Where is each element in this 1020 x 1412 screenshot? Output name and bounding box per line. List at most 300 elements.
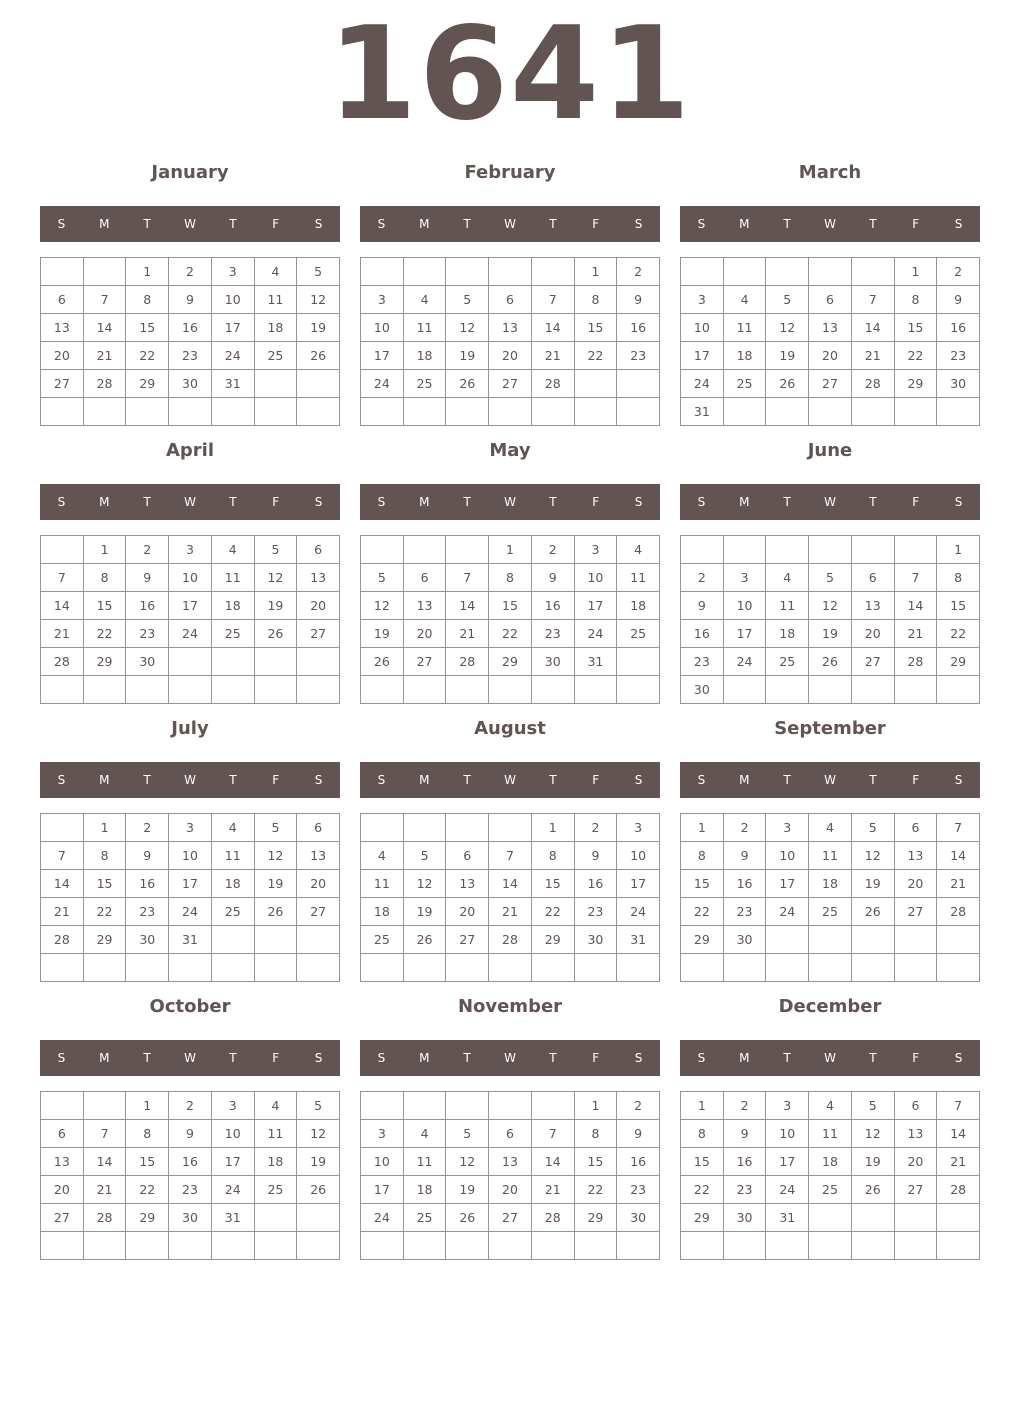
weekday-label: W xyxy=(184,773,196,787)
weekday-header xyxy=(680,206,980,242)
day-cell: 25 xyxy=(404,370,447,398)
empty-cell xyxy=(809,926,852,954)
day-cell: 19 xyxy=(297,314,340,342)
empty-cell xyxy=(169,676,212,704)
day-cell: 31 xyxy=(212,1204,255,1232)
day-cell: 18 xyxy=(255,314,298,342)
day-cell: 21 xyxy=(41,898,84,926)
day-cell: 4 xyxy=(255,1092,298,1120)
day-cell: 21 xyxy=(41,620,84,648)
day-cell: 9 xyxy=(169,1120,212,1148)
weekday-label: F xyxy=(592,217,600,231)
day-cell: 26 xyxy=(766,370,809,398)
weekday-label: T xyxy=(783,217,791,231)
day-cell: 31 xyxy=(681,398,724,426)
day-grid xyxy=(680,813,980,982)
day-cell: 7 xyxy=(852,286,895,314)
month-name: December xyxy=(778,996,882,1017)
day-grid xyxy=(40,813,340,982)
day-cell: 19 xyxy=(852,870,895,898)
weekday-label: F xyxy=(272,773,280,787)
empty-cell xyxy=(852,398,895,426)
empty-cell xyxy=(297,1232,340,1260)
weekday-label: W xyxy=(184,217,196,231)
day-cell: 15 xyxy=(575,1148,618,1176)
year-title: 1641 xyxy=(327,0,693,149)
day-cell: 4 xyxy=(255,258,298,286)
day-cell: 4 xyxy=(361,842,404,870)
empty-cell xyxy=(809,258,852,286)
empty-cell xyxy=(361,676,404,704)
empty-cell xyxy=(766,1232,809,1260)
empty-cell xyxy=(255,370,298,398)
weekday-label: T xyxy=(143,1051,151,1065)
day-cell: 4 xyxy=(617,536,660,564)
day-grid xyxy=(680,1091,980,1260)
day-cell: 26 xyxy=(297,1176,340,1204)
day-cell: 17 xyxy=(361,1176,404,1204)
day-cell: 3 xyxy=(724,564,767,592)
weekday-label: T xyxy=(869,773,877,787)
month-march xyxy=(680,156,980,426)
empty-cell xyxy=(84,676,127,704)
empty-cell xyxy=(895,1204,938,1232)
weekday-label: S xyxy=(954,217,963,231)
day-cell: 13 xyxy=(809,314,852,342)
day-cell: 21 xyxy=(489,898,532,926)
weekday-header xyxy=(40,1040,340,1076)
weekday-header xyxy=(680,1040,980,1076)
day-cell: 14 xyxy=(84,1148,127,1176)
empty-cell xyxy=(361,398,404,426)
empty-cell xyxy=(575,676,618,704)
weekday-label: S xyxy=(314,1051,323,1065)
day-cell: 8 xyxy=(532,842,575,870)
empty-cell xyxy=(404,536,447,564)
empty-cell xyxy=(297,954,340,982)
day-cell: 5 xyxy=(297,258,340,286)
day-cell: 19 xyxy=(255,870,298,898)
day-cell: 27 xyxy=(489,1204,532,1232)
weekday-label: F xyxy=(912,217,920,231)
weekday-label: T xyxy=(143,495,151,509)
empty-cell xyxy=(41,398,84,426)
day-cell: 29 xyxy=(575,1204,618,1232)
day-cell: 2 xyxy=(169,1092,212,1120)
weekday-label: M xyxy=(739,217,750,231)
day-cell: 30 xyxy=(126,648,169,676)
empty-cell xyxy=(766,926,809,954)
weekday-header xyxy=(360,484,660,520)
weekday-label: T xyxy=(463,217,471,231)
empty-cell xyxy=(255,398,298,426)
day-cell: 10 xyxy=(361,314,404,342)
empty-cell xyxy=(724,954,767,982)
day-cell: 11 xyxy=(404,314,447,342)
day-cell: 27 xyxy=(404,648,447,676)
day-cell: 29 xyxy=(84,648,127,676)
day-cell: 3 xyxy=(212,258,255,286)
day-cell: 12 xyxy=(809,592,852,620)
empty-cell xyxy=(297,926,340,954)
day-cell: 13 xyxy=(297,564,340,592)
day-cell: 4 xyxy=(809,1092,852,1120)
day-cell: 25 xyxy=(766,648,809,676)
weekday-label: S xyxy=(697,495,706,509)
day-cell: 24 xyxy=(617,898,660,926)
day-cell: 6 xyxy=(404,564,447,592)
empty-cell xyxy=(446,1232,489,1260)
day-cell: 22 xyxy=(895,342,938,370)
day-cell: 20 xyxy=(41,1176,84,1204)
day-cell: 1 xyxy=(681,814,724,842)
month-december xyxy=(680,990,980,1260)
weekday-label: T xyxy=(229,495,237,509)
weekday-label: M xyxy=(99,495,110,509)
month-name: April xyxy=(165,440,215,461)
day-cell: 28 xyxy=(532,370,575,398)
day-cell: 8 xyxy=(126,1120,169,1148)
weekday-label: M xyxy=(99,773,110,787)
empty-cell xyxy=(937,1232,980,1260)
empty-cell xyxy=(852,954,895,982)
empty-cell xyxy=(617,676,660,704)
day-cell: 14 xyxy=(41,592,84,620)
day-cell: 22 xyxy=(126,1176,169,1204)
day-cell: 27 xyxy=(446,926,489,954)
empty-cell xyxy=(809,536,852,564)
empty-cell xyxy=(169,1232,212,1260)
day-cell: 7 xyxy=(937,814,980,842)
day-cell: 24 xyxy=(169,898,212,926)
empty-cell xyxy=(724,536,767,564)
day-cell: 16 xyxy=(126,870,169,898)
day-cell: 23 xyxy=(126,898,169,926)
day-cell: 10 xyxy=(169,564,212,592)
day-cell: 12 xyxy=(255,842,298,870)
day-cell: 6 xyxy=(297,536,340,564)
empty-cell xyxy=(724,258,767,286)
empty-cell xyxy=(212,1232,255,1260)
empty-cell xyxy=(169,398,212,426)
empty-cell xyxy=(361,954,404,982)
weekday-label: F xyxy=(912,773,920,787)
day-cell: 16 xyxy=(724,870,767,898)
weekday-label: F xyxy=(912,1051,920,1065)
weekday-label: T xyxy=(783,773,791,787)
weekday-label: S xyxy=(954,773,963,787)
day-cell: 3 xyxy=(766,1092,809,1120)
weekday-label: T xyxy=(549,1051,557,1065)
day-cell: 14 xyxy=(489,870,532,898)
weekday-label: S xyxy=(634,217,643,231)
day-cell: 1 xyxy=(681,1092,724,1120)
day-cell: 17 xyxy=(617,870,660,898)
day-cell: 27 xyxy=(41,1204,84,1232)
day-cell: 17 xyxy=(169,870,212,898)
day-cell: 23 xyxy=(169,342,212,370)
day-cell: 29 xyxy=(84,926,127,954)
empty-cell xyxy=(404,954,447,982)
empty-cell xyxy=(766,398,809,426)
day-cell: 1 xyxy=(575,258,618,286)
empty-cell xyxy=(404,814,447,842)
empty-cell xyxy=(169,648,212,676)
empty-cell xyxy=(446,258,489,286)
day-cell: 26 xyxy=(446,370,489,398)
weekday-label: M xyxy=(739,495,750,509)
weekday-label: S xyxy=(377,773,386,787)
day-cell: 10 xyxy=(361,1148,404,1176)
day-cell: 22 xyxy=(489,620,532,648)
day-cell: 2 xyxy=(126,814,169,842)
day-cell: 20 xyxy=(809,342,852,370)
empty-cell xyxy=(681,954,724,982)
day-cell: 25 xyxy=(255,1176,298,1204)
day-cell: 28 xyxy=(937,1176,980,1204)
month-name: October xyxy=(149,996,231,1017)
day-cell: 18 xyxy=(809,870,852,898)
weekday-label: S xyxy=(314,217,323,231)
empty-cell xyxy=(724,1232,767,1260)
day-cell: 31 xyxy=(169,926,212,954)
month-july xyxy=(40,712,340,982)
empty-cell xyxy=(41,258,84,286)
day-cell: 21 xyxy=(895,620,938,648)
day-cell: 9 xyxy=(681,592,724,620)
empty-cell xyxy=(532,398,575,426)
empty-cell xyxy=(255,1232,298,1260)
day-cell: 17 xyxy=(212,314,255,342)
day-cell: 11 xyxy=(404,1148,447,1176)
empty-cell xyxy=(404,1092,447,1120)
empty-cell xyxy=(41,1232,84,1260)
day-cell: 29 xyxy=(681,1204,724,1232)
empty-cell xyxy=(489,1232,532,1260)
day-cell: 2 xyxy=(681,564,724,592)
weekday-label: S xyxy=(377,217,386,231)
day-cell: 17 xyxy=(766,1148,809,1176)
empty-cell xyxy=(937,954,980,982)
weekday-label: T xyxy=(869,495,877,509)
day-cell: 6 xyxy=(895,814,938,842)
day-cell: 24 xyxy=(766,1176,809,1204)
day-cell: 30 xyxy=(169,370,212,398)
day-cell: 8 xyxy=(575,286,618,314)
day-cell: 25 xyxy=(809,1176,852,1204)
empty-cell xyxy=(446,676,489,704)
empty-cell xyxy=(404,676,447,704)
weekday-label: S xyxy=(954,495,963,509)
day-cell: 2 xyxy=(724,1092,767,1120)
empty-cell xyxy=(297,1204,340,1232)
empty-cell xyxy=(169,954,212,982)
day-cell: 30 xyxy=(126,926,169,954)
empty-cell xyxy=(126,954,169,982)
day-cell: 26 xyxy=(255,620,298,648)
empty-cell xyxy=(809,1204,852,1232)
empty-cell xyxy=(446,954,489,982)
day-cell: 17 xyxy=(212,1148,255,1176)
weekday-label: S xyxy=(57,1051,66,1065)
day-cell: 20 xyxy=(404,620,447,648)
weekday-label: F xyxy=(592,773,600,787)
empty-cell xyxy=(404,1232,447,1260)
day-cell: 25 xyxy=(724,370,767,398)
weekday-header xyxy=(40,206,340,242)
empty-cell xyxy=(852,926,895,954)
day-cell: 14 xyxy=(532,1148,575,1176)
day-cell: 23 xyxy=(126,620,169,648)
day-cell: 16 xyxy=(532,592,575,620)
month-september xyxy=(680,712,980,982)
day-cell: 3 xyxy=(361,1120,404,1148)
day-cell: 26 xyxy=(809,648,852,676)
day-cell: 30 xyxy=(532,648,575,676)
weekday-header xyxy=(40,762,340,798)
day-cell: 12 xyxy=(361,592,404,620)
day-cell: 20 xyxy=(446,898,489,926)
empty-cell xyxy=(84,1092,127,1120)
day-cell: 24 xyxy=(575,620,618,648)
empty-cell xyxy=(361,814,404,842)
day-cell: 1 xyxy=(126,258,169,286)
empty-cell xyxy=(404,398,447,426)
weekday-label: T xyxy=(783,495,791,509)
weekday-label: M xyxy=(739,773,750,787)
day-cell: 8 xyxy=(681,842,724,870)
day-cell: 20 xyxy=(489,1176,532,1204)
day-cell: 14 xyxy=(532,314,575,342)
day-cell: 7 xyxy=(532,286,575,314)
day-cell: 15 xyxy=(681,1148,724,1176)
empty-cell xyxy=(809,676,852,704)
empty-cell xyxy=(404,258,447,286)
day-cell: 18 xyxy=(404,342,447,370)
empty-cell xyxy=(852,1204,895,1232)
empty-cell xyxy=(212,954,255,982)
day-cell: 12 xyxy=(852,842,895,870)
empty-cell xyxy=(937,1204,980,1232)
day-cell: 21 xyxy=(84,342,127,370)
empty-cell xyxy=(575,954,618,982)
empty-cell xyxy=(446,536,489,564)
day-cell: 7 xyxy=(446,564,489,592)
month-name: January xyxy=(151,162,229,183)
empty-cell xyxy=(895,676,938,704)
day-cell: 29 xyxy=(681,926,724,954)
empty-cell xyxy=(809,1232,852,1260)
day-cell: 3 xyxy=(361,286,404,314)
weekday-label: S xyxy=(697,1051,706,1065)
day-cell: 13 xyxy=(852,592,895,620)
weekday-label: S xyxy=(314,495,323,509)
month-name: February xyxy=(464,162,556,183)
day-cell: 30 xyxy=(575,926,618,954)
empty-cell xyxy=(41,814,84,842)
weekday-label: T xyxy=(143,773,151,787)
day-cell: 21 xyxy=(446,620,489,648)
empty-cell xyxy=(255,1204,298,1232)
empty-cell xyxy=(361,1092,404,1120)
weekday-label: T xyxy=(549,217,557,231)
day-cell: 15 xyxy=(937,592,980,620)
empty-cell xyxy=(895,954,938,982)
day-cell: 6 xyxy=(297,814,340,842)
empty-cell xyxy=(297,398,340,426)
day-cell: 12 xyxy=(766,314,809,342)
day-cell: 23 xyxy=(617,1176,660,1204)
day-cell: 24 xyxy=(212,1176,255,1204)
day-cell: 27 xyxy=(895,1176,938,1204)
day-cell: 6 xyxy=(895,1092,938,1120)
weekday-label: S xyxy=(377,1051,386,1065)
day-cell: 18 xyxy=(724,342,767,370)
month-november xyxy=(360,990,660,1260)
empty-cell xyxy=(212,398,255,426)
weekday-label: M xyxy=(99,217,110,231)
empty-cell xyxy=(575,370,618,398)
empty-cell xyxy=(617,954,660,982)
empty-cell xyxy=(852,1232,895,1260)
day-grid xyxy=(360,535,660,704)
weekday-label: F xyxy=(272,495,280,509)
weekday-label: T xyxy=(549,495,557,509)
day-cell: 25 xyxy=(255,342,298,370)
day-cell: 16 xyxy=(617,314,660,342)
day-cell: 13 xyxy=(895,842,938,870)
day-cell: 15 xyxy=(895,314,938,342)
empty-cell xyxy=(617,1232,660,1260)
day-cell: 31 xyxy=(212,370,255,398)
empty-cell xyxy=(84,1232,127,1260)
weekday-label: T xyxy=(783,1051,791,1065)
day-cell: 17 xyxy=(361,342,404,370)
month-august xyxy=(360,712,660,982)
day-cell: 6 xyxy=(41,1120,84,1148)
day-cell: 8 xyxy=(126,286,169,314)
day-cell: 16 xyxy=(681,620,724,648)
day-cell: 11 xyxy=(809,842,852,870)
day-cell: 9 xyxy=(126,564,169,592)
empty-cell xyxy=(41,954,84,982)
day-cell: 21 xyxy=(852,342,895,370)
weekday-label: S xyxy=(697,217,706,231)
empty-cell xyxy=(895,536,938,564)
day-cell: 23 xyxy=(575,898,618,926)
month-june xyxy=(680,434,980,704)
day-cell: 24 xyxy=(724,648,767,676)
empty-cell xyxy=(895,926,938,954)
day-cell: 28 xyxy=(937,898,980,926)
day-cell: 16 xyxy=(169,314,212,342)
day-cell: 22 xyxy=(937,620,980,648)
day-cell: 20 xyxy=(489,342,532,370)
day-cell: 26 xyxy=(297,342,340,370)
day-cell: 28 xyxy=(852,370,895,398)
day-cell: 5 xyxy=(446,1120,489,1148)
day-cell: 2 xyxy=(617,258,660,286)
day-cell: 25 xyxy=(212,898,255,926)
day-cell: 6 xyxy=(852,564,895,592)
weekday-label: S xyxy=(634,1051,643,1065)
day-cell: 24 xyxy=(766,898,809,926)
empty-cell xyxy=(937,398,980,426)
empty-cell xyxy=(255,926,298,954)
day-cell: 23 xyxy=(617,342,660,370)
empty-cell xyxy=(84,258,127,286)
day-cell: 6 xyxy=(489,1120,532,1148)
